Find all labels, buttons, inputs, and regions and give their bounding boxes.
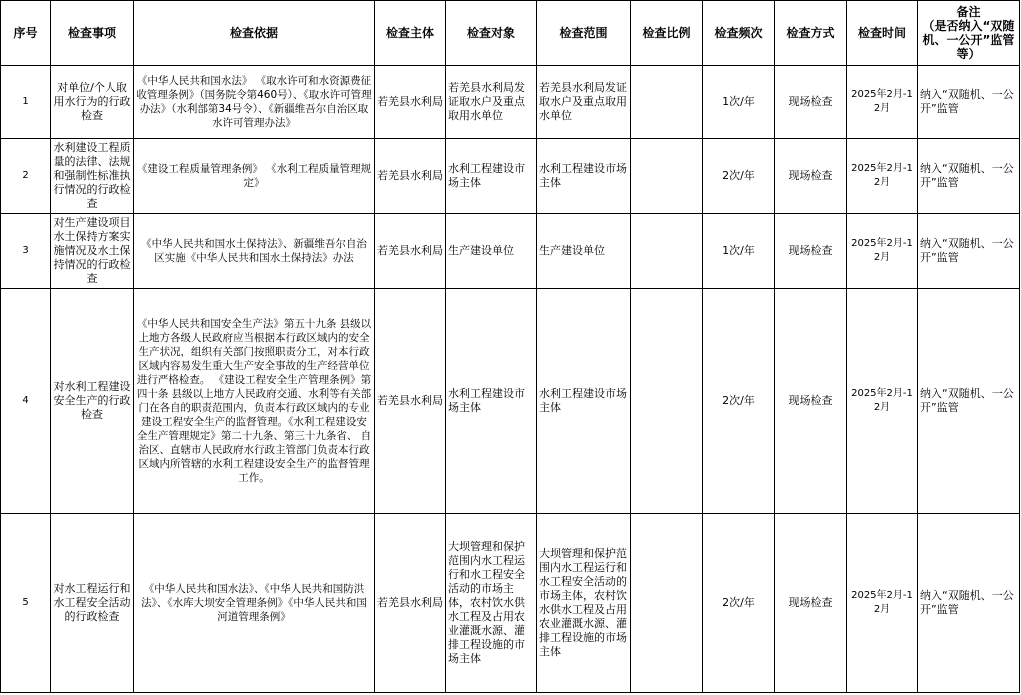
header-time: 检查时间 [847, 1, 918, 66]
cell-basis: 《中华人民共和国水土保持法》、新疆维吾尔自治区实施《中华人民共和国水土保持法》办法 [134, 214, 375, 289]
cell-idx: 5 [1, 514, 51, 693]
cell-freq: 2次/年 [703, 514, 775, 693]
header-freq: 检查频次 [703, 1, 775, 66]
cell-subject: 若羌县水利局 [375, 289, 446, 514]
cell-subject: 若羌县水利局 [375, 66, 446, 139]
table-row [1, 139, 1020, 214]
cell-subject: 若羌县水利局 [375, 514, 446, 693]
cell-method: 现场检查 [775, 139, 847, 214]
cell-method: 现场检查 [775, 514, 847, 693]
cell-basis: 《中华人民共和国水法》、《中华人民共和国防洪法》、《水库大坝安全管理条例》《中华人民共和国河道管理条例》 [134, 514, 375, 693]
cell-target: 水利工程建设市场主体 [446, 289, 537, 514]
cell-method: 现场检查 [775, 289, 847, 514]
cell-remark: 纳入“双随机、一公开”监管 [918, 289, 1020, 514]
header-subject: 检查主体 [375, 1, 446, 66]
cell-time: 2025年2月-12月 [847, 139, 918, 214]
header-idx: 序号 [1, 1, 51, 66]
cell-freq: 1次/年 [703, 66, 775, 139]
cell-ratio [631, 214, 703, 289]
cell-time: 2025年2月-12月 [847, 66, 918, 139]
cell-target: 生产建设单位 [446, 214, 537, 289]
cell-basis: 《中华人民共和国水法》 《取水许可和水资源费征收管理条例》（国务院令第460号）、《取水许可管理办法》（水利部第34号令）、《新疆维吾尔自治区取水许可管理办法》 [134, 66, 375, 139]
cell-remark: 纳入“双随机、一公开”监管 [918, 139, 1020, 214]
table-row [1, 289, 1020, 514]
cell-scope: 若羌县水利局发证取水户及重点取用水单位 [537, 66, 631, 139]
header-row [1, 1, 1020, 66]
cell-idx: 2 [1, 139, 51, 214]
cell-time: 2025年2月-12月 [847, 514, 918, 693]
header-scope: 检查范围 [537, 1, 631, 66]
cell-target: 大坝管理和保护范围内水工程运行和水工程安全活动的市场主体，农村饮水供水工程及占用农业灌溉水源、灌排工程设施的市场主体 [446, 514, 537, 693]
cell-basis: 《中华人民共和国安全生产法》第五十九条 县级以上地方各级人民政府应当根据本行政区域内的安全生产状况，组织有关部门按照职责分工，对本行政区域内容易发生重大生产安全事故的生产经营单位进行严格检查。 《建设工程安全生产管理条例》第四十条 县级以上地方人民政府交通、水利等有关部门在各自的职责范围内，负责本行政区域内的专业建设工程安全生产的监督管理。《水利工程建设安全生产管理规定》第二十九条、第三十九条省、 自治区、直辖市人民政府水行政主管部门负责本行政区域内所管辖的水利工程建设安全生产的监督管理工作。 [134, 289, 375, 514]
cell-idx: 1 [1, 66, 51, 139]
cell-method: 现场检查 [775, 214, 847, 289]
table-row [1, 514, 1020, 693]
cell-scope: 水利工程建设市场主体 [537, 139, 631, 214]
cell-scope: 生产建设单位 [537, 214, 631, 289]
cell-target: 若羌县水利局发证取水户及重点取用水单位 [446, 66, 537, 139]
header-method: 检查方式 [775, 1, 847, 66]
header-ratio: 检查比例 [631, 1, 703, 66]
cell-time: 2025年2月-12月 [847, 214, 918, 289]
header-target: 检查对象 [446, 1, 537, 66]
cell-item: 对水工程运行和水工程安全活动的行政检查 [51, 514, 134, 693]
cell-target: 水利工程建设市场主体 [446, 139, 537, 214]
cell-scope: 水利工程建设市场主体 [537, 289, 631, 514]
cell-idx: 4 [1, 289, 51, 514]
cell-subject: 若羌县水利局 [375, 214, 446, 289]
cell-time: 2025年2月-12月 [847, 289, 918, 514]
cell-ratio [631, 289, 703, 514]
cell-item: 对单位/个人取用水行为的行政检查 [51, 66, 134, 139]
cell-scope: 大坝管理和保护范围内水工程运行和水工程安全活动的市场主体，农村饮水供水工程及占用农业灌溉水源、灌排工程设施的市场主体 [537, 514, 631, 693]
table-row [1, 214, 1020, 289]
cell-item: 水利建设工程质量的法律、法规和强制性标准执行情况的行政检查 [51, 139, 134, 214]
cell-idx: 3 [1, 214, 51, 289]
cell-remark: 纳入“双随机、一公开”监管 [918, 214, 1020, 289]
cell-method: 现场检查 [775, 66, 847, 139]
cell-remark: 纳入“双随机、一公开”监管 [918, 66, 1020, 139]
cell-item: 对水利工程建设安全生产的行政检查 [51, 289, 134, 514]
cell-ratio [631, 514, 703, 693]
cell-freq: 2次/年 [703, 139, 775, 214]
cell-remark: 纳入“双随机、一公开”监管 [918, 514, 1020, 693]
cell-subject: 若羌县水利局 [375, 139, 446, 214]
header-basis: 检查依据 [134, 1, 375, 66]
cell-item: 对生产建设项目水土保持方案实施情况及水土保持情况的行政检查 [51, 214, 134, 289]
cell-freq: 1次/年 [703, 214, 775, 289]
header-item: 检查事项 [51, 1, 134, 66]
table-row [1, 66, 1020, 139]
header-remark: 备注 （是否纳入“双随机、一公开”监管等） [918, 1, 1020, 66]
cell-ratio [631, 139, 703, 214]
cell-freq: 2次/年 [703, 289, 775, 514]
cell-basis: 《建设工程质量管理条例》 《水利工程质量管理规定》 [134, 139, 375, 214]
cell-ratio [631, 66, 703, 139]
